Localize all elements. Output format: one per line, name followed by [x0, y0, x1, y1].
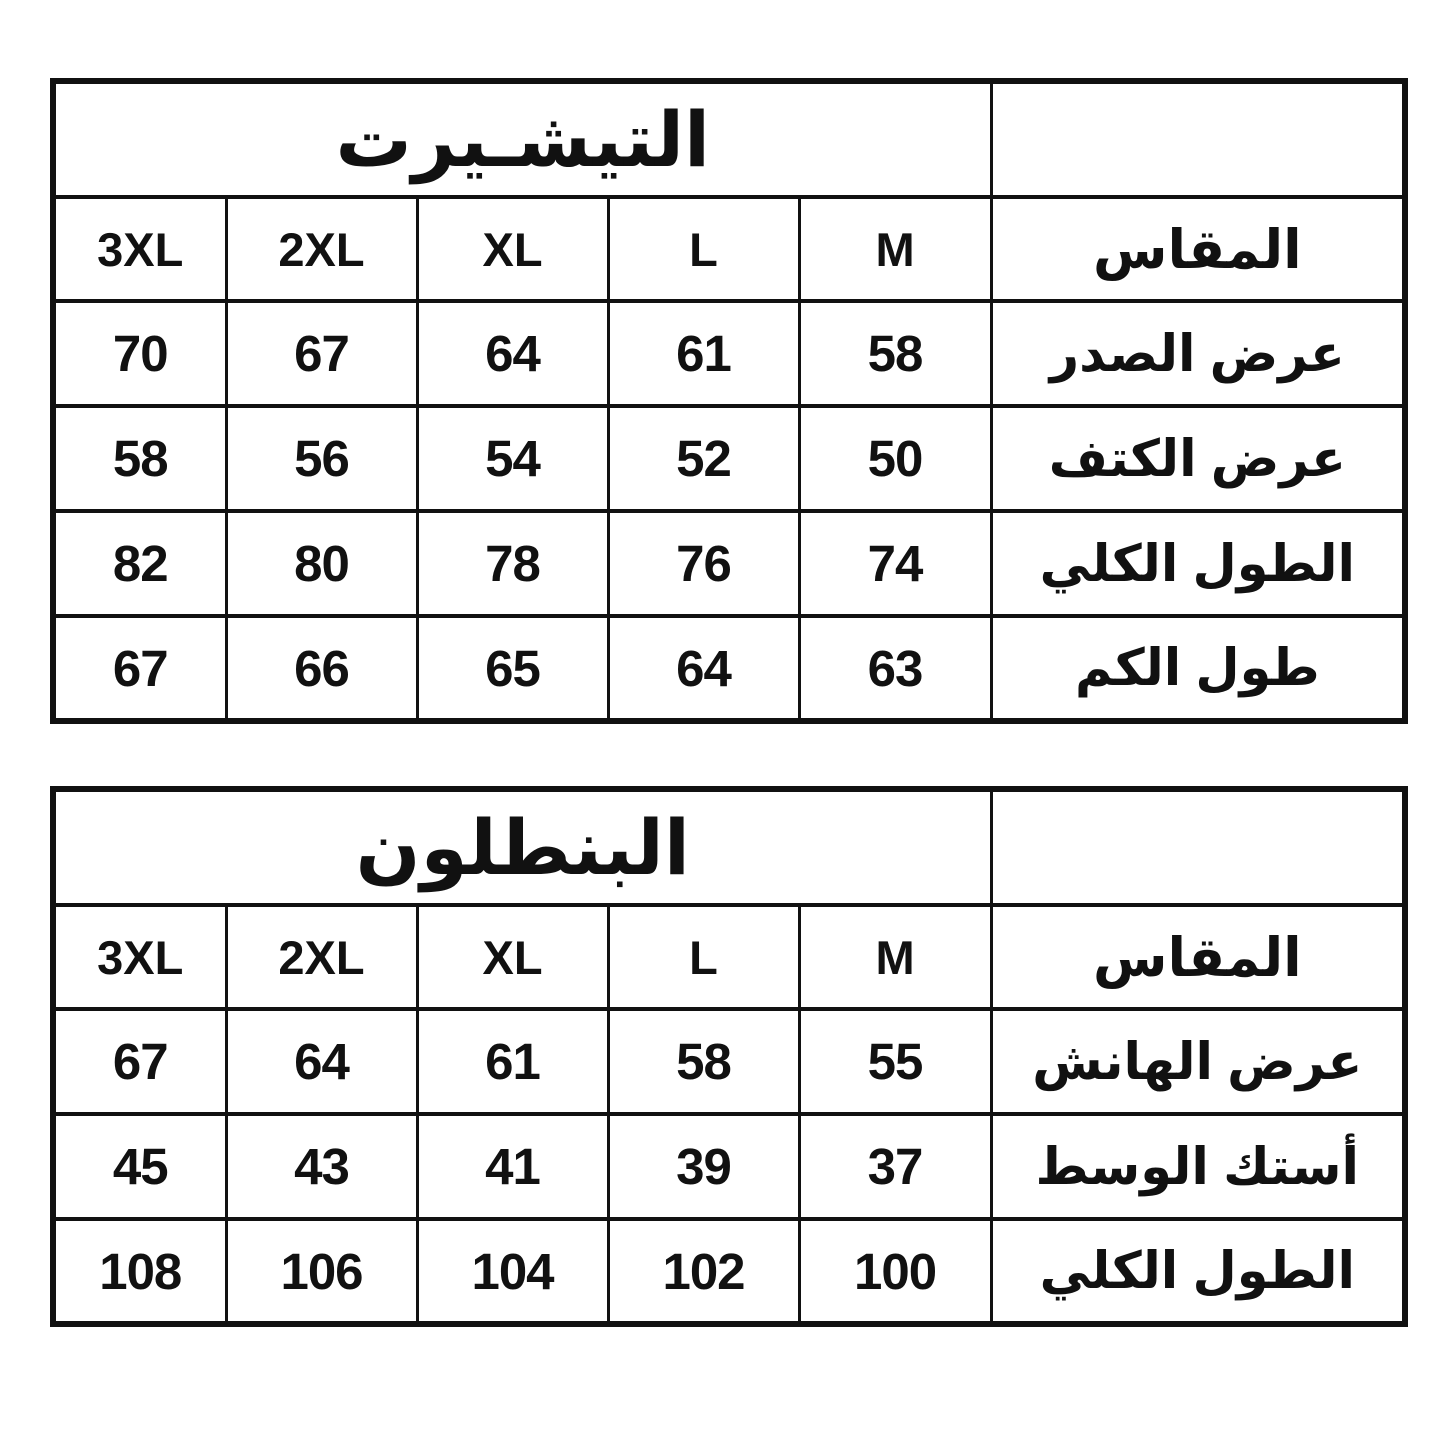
size-value-cell: 58	[53, 406, 226, 511]
size-value-cell: 39	[608, 1114, 799, 1219]
measure-label: عرض الكتف	[991, 406, 1405, 511]
size-value-cell: 67	[53, 616, 226, 721]
tshirt-title-row	[53, 81, 1405, 197]
measure-label: أستك الوسط	[991, 1114, 1405, 1219]
size-value-cell: 102	[608, 1219, 799, 1324]
size-value-cell: 104	[417, 1219, 608, 1324]
size-value-cell: 58	[799, 301, 991, 406]
size-value-cell: 67	[226, 301, 417, 406]
tshirt-size-table	[50, 78, 1408, 724]
pants-size-header-3xl: 3XL	[53, 905, 226, 1009]
size-value-cell: 80	[226, 511, 417, 616]
tshirt-header-row	[53, 197, 1405, 301]
pants-size-header-m: M	[799, 905, 991, 1009]
pants-size-header-xl: XL	[417, 905, 608, 1009]
tshirt-size-header-xl: XL	[417, 197, 608, 301]
pants-title-row	[53, 789, 1405, 905]
measure-label: عرض الصدر	[991, 301, 1405, 406]
measure-label: الطول الكلي	[991, 511, 1405, 616]
measure-label: الطول الكلي	[991, 1219, 1405, 1324]
size-value-cell: 43	[226, 1114, 417, 1219]
size-value-cell: 100	[799, 1219, 991, 1324]
size-value-cell: 54	[417, 406, 608, 511]
pants-measure-header: المقاس	[991, 905, 1405, 1009]
size-value-cell: 78	[417, 511, 608, 616]
pants-size-table	[50, 786, 1408, 1327]
size-value-cell: 74	[799, 511, 991, 616]
tshirt-row-sleeve-length	[53, 616, 1405, 721]
tshirt-size-header-l: L	[608, 197, 799, 301]
size-value-cell: 41	[417, 1114, 608, 1219]
size-value-cell: 64	[608, 616, 799, 721]
tshirt-row-shoulder-width	[53, 406, 1405, 511]
tshirt-measure-header: المقاس	[991, 197, 1405, 301]
pants-table-title: البنطلون	[53, 789, 991, 905]
size-value-cell: 67	[53, 1009, 226, 1114]
pants-corner-cell	[991, 789, 1405, 905]
pants-size-header-2xl: 2XL	[226, 905, 417, 1009]
size-value-cell: 56	[226, 406, 417, 511]
size-value-cell: 61	[417, 1009, 608, 1114]
size-value-cell: 55	[799, 1009, 991, 1114]
size-value-cell: 52	[608, 406, 799, 511]
size-value-cell: 63	[799, 616, 991, 721]
pants-row-waist-elastic	[53, 1114, 1405, 1219]
tshirt-size-header-2xl: 2XL	[226, 197, 417, 301]
measure-label: طول الكم	[991, 616, 1405, 721]
size-value-cell: 58	[608, 1009, 799, 1114]
tshirt-row-total-length	[53, 511, 1405, 616]
tshirt-size-header-m: M	[799, 197, 991, 301]
tshirt-size-header-3xl: 3XL	[53, 197, 226, 301]
size-value-cell: 37	[799, 1114, 991, 1219]
size-value-cell: 64	[417, 301, 608, 406]
size-value-cell: 76	[608, 511, 799, 616]
pants-row-hip-width	[53, 1009, 1405, 1114]
size-value-cell: 50	[799, 406, 991, 511]
size-value-cell: 65	[417, 616, 608, 721]
size-value-cell: 82	[53, 511, 226, 616]
size-value-cell: 61	[608, 301, 799, 406]
size-value-cell: 70	[53, 301, 226, 406]
tshirt-row-chest-width	[53, 301, 1405, 406]
pants-header-row	[53, 905, 1405, 1009]
size-value-cell: 106	[226, 1219, 417, 1324]
size-value-cell: 66	[226, 616, 417, 721]
tshirt-corner-cell	[991, 81, 1405, 197]
tshirt-table-title: التيشـيرت	[53, 81, 991, 197]
size-value-cell: 45	[53, 1114, 226, 1219]
pants-row-total-length	[53, 1219, 1405, 1324]
size-value-cell: 108	[53, 1219, 226, 1324]
size-value-cell: 64	[226, 1009, 417, 1114]
pants-size-header-l: L	[608, 905, 799, 1009]
measure-label: عرض الهانش	[991, 1009, 1405, 1114]
